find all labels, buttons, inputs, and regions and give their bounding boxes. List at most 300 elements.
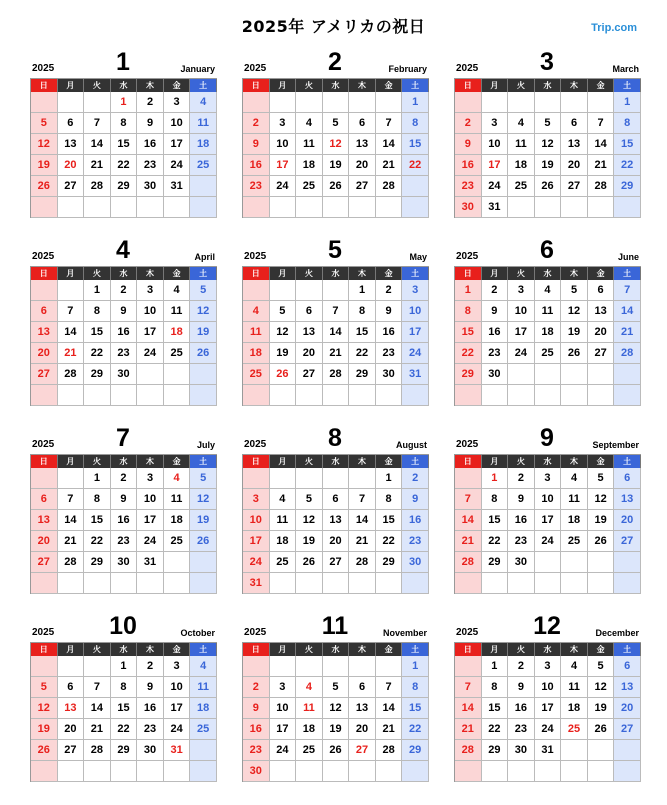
day-cell[interactable]: 23 [137, 155, 164, 176]
day-cell[interactable]: 2 [482, 280, 509, 301]
day-cell[interactable]: 15 [402, 134, 429, 155]
day-cell[interactable]: 5 [535, 113, 562, 134]
day-cell[interactable]: 26 [190, 531, 217, 552]
day-cell[interactable]: 28 [84, 176, 111, 197]
day-cell[interactable]: 14 [614, 301, 641, 322]
day-cell[interactable]: 17 [243, 531, 270, 552]
day-cell[interactable]: 24 [270, 740, 297, 761]
day-cell[interactable]: 10 [402, 301, 429, 322]
day-cell[interactable]: 15 [455, 322, 482, 343]
day-cell[interactable]: 13 [349, 134, 376, 155]
day-cell[interactable]: 23 [111, 343, 138, 364]
day-cell[interactable]: 26 [588, 531, 615, 552]
day-cell[interactable]: 8 [111, 113, 138, 134]
day-cell[interactable]: 30 [137, 740, 164, 761]
day-cell[interactable]: 16 [376, 322, 403, 343]
day-cell[interactable]: 29 [455, 364, 482, 385]
day-cell[interactable]: 16 [455, 155, 482, 176]
day-cell[interactable]: 29 [84, 552, 111, 573]
holiday-cell[interactable]: 22 [402, 155, 429, 176]
day-cell[interactable]: 30 [111, 364, 138, 385]
day-cell[interactable]: 11 [535, 301, 562, 322]
day-cell[interactable]: 19 [588, 698, 615, 719]
day-cell[interactable]: 13 [58, 134, 85, 155]
day-cell[interactable]: 1 [111, 656, 138, 677]
day-cell[interactable]: 6 [588, 280, 615, 301]
day-cell[interactable]: 16 [243, 155, 270, 176]
day-cell[interactable]: 3 [164, 92, 191, 113]
day-cell[interactable]: 21 [58, 531, 85, 552]
day-cell[interactable]: 2 [376, 280, 403, 301]
day-cell[interactable]: 20 [31, 531, 58, 552]
day-cell[interactable]: 22 [614, 155, 641, 176]
day-cell[interactable]: 1 [482, 656, 509, 677]
day-cell[interactable]: 20 [349, 155, 376, 176]
day-cell[interactable]: 29 [614, 176, 641, 197]
day-cell[interactable]: 3 [402, 280, 429, 301]
day-cell[interactable]: 14 [349, 510, 376, 531]
day-cell[interactable]: 20 [296, 343, 323, 364]
day-cell[interactable]: 15 [349, 322, 376, 343]
holiday-cell[interactable]: 17 [482, 155, 509, 176]
day-cell[interactable]: 17 [164, 134, 191, 155]
day-cell[interactable]: 30 [508, 552, 535, 573]
day-cell[interactable]: 6 [614, 468, 641, 489]
day-cell[interactable]: 19 [190, 322, 217, 343]
day-cell[interactable]: 28 [614, 343, 641, 364]
day-cell[interactable]: 17 [535, 510, 562, 531]
day-cell[interactable]: 20 [614, 510, 641, 531]
day-cell[interactable]: 17 [270, 719, 297, 740]
day-cell[interactable]: 27 [614, 719, 641, 740]
day-cell[interactable]: 23 [508, 531, 535, 552]
day-cell[interactable]: 13 [31, 322, 58, 343]
day-cell[interactable]: 31 [164, 176, 191, 197]
day-cell[interactable]: 13 [296, 322, 323, 343]
day-cell[interactable]: 18 [508, 155, 535, 176]
day-cell[interactable]: 25 [164, 531, 191, 552]
day-cell[interactable]: 14 [58, 510, 85, 531]
day-cell[interactable]: 25 [270, 552, 297, 573]
day-cell[interactable]: 17 [508, 322, 535, 343]
holiday-cell[interactable]: 4 [296, 677, 323, 698]
day-cell[interactable]: 15 [84, 510, 111, 531]
day-cell[interactable]: 30 [376, 364, 403, 385]
day-cell[interactable]: 21 [323, 343, 350, 364]
day-cell[interactable]: 28 [455, 552, 482, 573]
day-cell[interactable]: 12 [535, 134, 562, 155]
day-cell[interactable]: 25 [561, 531, 588, 552]
day-cell[interactable]: 12 [323, 698, 350, 719]
day-cell[interactable]: 22 [349, 343, 376, 364]
day-cell[interactable]: 19 [296, 531, 323, 552]
day-cell[interactable]: 29 [482, 552, 509, 573]
day-cell[interactable]: 15 [482, 698, 509, 719]
day-cell[interactable]: 12 [588, 489, 615, 510]
brand-logo[interactable]: Trip.com [591, 22, 637, 34]
day-cell[interactable]: 17 [164, 698, 191, 719]
day-cell[interactable]: 25 [508, 176, 535, 197]
day-cell[interactable]: 31 [535, 740, 562, 761]
day-cell[interactable]: 15 [111, 698, 138, 719]
day-cell[interactable]: 18 [190, 134, 217, 155]
day-cell[interactable]: 25 [190, 719, 217, 740]
day-cell[interactable]: 19 [561, 322, 588, 343]
day-cell[interactable]: 10 [535, 677, 562, 698]
day-cell[interactable]: 2 [137, 656, 164, 677]
day-cell[interactable]: 22 [482, 531, 509, 552]
day-cell[interactable]: 24 [164, 719, 191, 740]
day-cell[interactable]: 28 [58, 552, 85, 573]
day-cell[interactable]: 11 [561, 489, 588, 510]
day-cell[interactable]: 18 [561, 698, 588, 719]
day-cell[interactable]: 27 [58, 740, 85, 761]
day-cell[interactable]: 21 [376, 155, 403, 176]
day-cell[interactable]: 12 [31, 698, 58, 719]
day-cell[interactable]: 24 [270, 176, 297, 197]
day-cell[interactable]: 7 [84, 113, 111, 134]
day-cell[interactable]: 30 [243, 761, 270, 782]
day-cell[interactable]: 10 [270, 134, 297, 155]
day-cell[interactable]: 11 [164, 301, 191, 322]
day-cell[interactable]: 6 [296, 301, 323, 322]
day-cell[interactable]: 27 [296, 364, 323, 385]
day-cell[interactable]: 21 [588, 155, 615, 176]
day-cell[interactable]: 3 [137, 468, 164, 489]
day-cell[interactable]: 5 [190, 280, 217, 301]
holiday-cell[interactable]: 1 [111, 92, 138, 113]
day-cell[interactable]: 26 [31, 176, 58, 197]
day-cell[interactable]: 22 [111, 155, 138, 176]
day-cell[interactable]: 26 [323, 740, 350, 761]
day-cell[interactable]: 2 [455, 113, 482, 134]
day-cell[interactable]: 8 [402, 677, 429, 698]
day-cell[interactable]: 27 [323, 552, 350, 573]
day-cell[interactable]: 3 [270, 113, 297, 134]
day-cell[interactable]: 31 [137, 552, 164, 573]
holiday-cell[interactable]: 1 [482, 468, 509, 489]
day-cell[interactable]: 10 [137, 301, 164, 322]
day-cell[interactable]: 23 [482, 343, 509, 364]
day-cell[interactable]: 24 [164, 155, 191, 176]
day-cell[interactable]: 25 [190, 155, 217, 176]
day-cell[interactable]: 18 [243, 343, 270, 364]
day-cell[interactable]: 18 [296, 719, 323, 740]
day-cell[interactable]: 3 [535, 468, 562, 489]
day-cell[interactable]: 14 [588, 134, 615, 155]
day-cell[interactable]: 21 [84, 719, 111, 740]
day-cell[interactable]: 6 [31, 301, 58, 322]
day-cell[interactable]: 3 [508, 280, 535, 301]
day-cell[interactable]: 20 [323, 531, 350, 552]
day-cell[interactable]: 6 [614, 656, 641, 677]
day-cell[interactable]: 22 [84, 531, 111, 552]
day-cell[interactable]: 2 [508, 656, 535, 677]
day-cell[interactable]: 8 [84, 489, 111, 510]
day-cell[interactable]: 4 [535, 280, 562, 301]
day-cell[interactable]: 27 [31, 364, 58, 385]
day-cell[interactable]: 8 [614, 113, 641, 134]
day-cell[interactable]: 24 [137, 531, 164, 552]
day-cell[interactable]: 5 [31, 113, 58, 134]
day-cell[interactable]: 12 [296, 510, 323, 531]
day-cell[interactable]: 7 [58, 301, 85, 322]
day-cell[interactable]: 22 [482, 719, 509, 740]
day-cell[interactable]: 9 [137, 677, 164, 698]
day-cell[interactable]: 19 [323, 719, 350, 740]
day-cell[interactable]: 16 [137, 698, 164, 719]
day-cell[interactable]: 3 [270, 677, 297, 698]
day-cell[interactable]: 9 [111, 489, 138, 510]
day-cell[interactable]: 28 [376, 740, 403, 761]
day-cell[interactable]: 2 [137, 92, 164, 113]
day-cell[interactable]: 23 [111, 531, 138, 552]
day-cell[interactable]: 2 [243, 677, 270, 698]
day-cell[interactable]: 28 [455, 740, 482, 761]
day-cell[interactable]: 21 [614, 322, 641, 343]
day-cell[interactable]: 24 [508, 343, 535, 364]
day-cell[interactable]: 13 [31, 510, 58, 531]
day-cell[interactable]: 21 [349, 531, 376, 552]
day-cell[interactable]: 31 [243, 573, 270, 594]
day-cell[interactable]: 23 [243, 740, 270, 761]
day-cell[interactable]: 22 [455, 343, 482, 364]
day-cell[interactable]: 19 [270, 343, 297, 364]
day-cell[interactable]: 2 [111, 468, 138, 489]
day-cell[interactable]: 23 [137, 719, 164, 740]
day-cell[interactable]: 7 [588, 113, 615, 134]
day-cell[interactable]: 7 [614, 280, 641, 301]
day-cell[interactable]: 23 [402, 531, 429, 552]
day-cell[interactable]: 7 [376, 677, 403, 698]
day-cell[interactable]: 17 [137, 510, 164, 531]
day-cell[interactable]: 13 [614, 489, 641, 510]
day-cell[interactable]: 22 [111, 719, 138, 740]
day-cell[interactable]: 28 [323, 364, 350, 385]
day-cell[interactable]: 8 [349, 301, 376, 322]
day-cell[interactable]: 16 [111, 322, 138, 343]
day-cell[interactable]: 11 [164, 489, 191, 510]
day-cell[interactable]: 27 [349, 176, 376, 197]
day-cell[interactable]: 28 [588, 176, 615, 197]
day-cell[interactable]: 15 [111, 134, 138, 155]
day-cell[interactable]: 7 [349, 489, 376, 510]
day-cell[interactable]: 26 [190, 343, 217, 364]
day-cell[interactable]: 16 [111, 510, 138, 531]
day-cell[interactable]: 9 [508, 677, 535, 698]
day-cell[interactable]: 15 [84, 322, 111, 343]
day-cell[interactable]: 26 [323, 176, 350, 197]
day-cell[interactable]: 24 [482, 176, 509, 197]
day-cell[interactable]: 10 [270, 698, 297, 719]
day-cell[interactable]: 26 [535, 176, 562, 197]
day-cell[interactable]: 12 [588, 677, 615, 698]
day-cell[interactable]: 25 [296, 740, 323, 761]
day-cell[interactable]: 7 [455, 677, 482, 698]
day-cell[interactable]: 2 [402, 468, 429, 489]
day-cell[interactable]: 6 [349, 677, 376, 698]
day-cell[interactable]: 17 [137, 322, 164, 343]
day-cell[interactable]: 12 [270, 322, 297, 343]
day-cell[interactable]: 29 [349, 364, 376, 385]
day-cell[interactable]: 16 [243, 719, 270, 740]
day-cell[interactable]: 29 [482, 740, 509, 761]
day-cell[interactable]: 18 [561, 510, 588, 531]
day-cell[interactable]: 7 [376, 113, 403, 134]
day-cell[interactable]: 11 [561, 677, 588, 698]
day-cell[interactable]: 14 [58, 322, 85, 343]
day-cell[interactable]: 30 [111, 552, 138, 573]
day-cell[interactable]: 8 [111, 677, 138, 698]
day-cell[interactable]: 19 [535, 155, 562, 176]
day-cell[interactable]: 4 [561, 468, 588, 489]
day-cell[interactable]: 20 [349, 719, 376, 740]
day-cell[interactable]: 30 [137, 176, 164, 197]
day-cell[interactable]: 15 [482, 510, 509, 531]
day-cell[interactable]: 4 [296, 113, 323, 134]
day-cell[interactable]: 16 [137, 134, 164, 155]
day-cell[interactable]: 10 [243, 510, 270, 531]
day-cell[interactable]: 1 [614, 92, 641, 113]
day-cell[interactable]: 29 [111, 740, 138, 761]
day-cell[interactable]: 19 [588, 510, 615, 531]
day-cell[interactable]: 6 [31, 489, 58, 510]
day-cell[interactable]: 8 [84, 301, 111, 322]
day-cell[interactable]: 10 [164, 677, 191, 698]
day-cell[interactable]: 5 [588, 656, 615, 677]
day-cell[interactable]: 14 [455, 510, 482, 531]
day-cell[interactable]: 12 [190, 489, 217, 510]
day-cell[interactable]: 19 [31, 719, 58, 740]
day-cell[interactable]: 12 [561, 301, 588, 322]
day-cell[interactable]: 21 [455, 719, 482, 740]
day-cell[interactable]: 14 [376, 134, 403, 155]
day-cell[interactable]: 10 [482, 134, 509, 155]
day-cell[interactable]: 15 [402, 698, 429, 719]
day-cell[interactable]: 5 [296, 489, 323, 510]
day-cell[interactable]: 21 [376, 719, 403, 740]
day-cell[interactable]: 1 [84, 468, 111, 489]
day-cell[interactable]: 15 [614, 134, 641, 155]
day-cell[interactable]: 30 [482, 364, 509, 385]
day-cell[interactable]: 5 [270, 301, 297, 322]
day-cell[interactable]: 24 [402, 343, 429, 364]
day-cell[interactable]: 11 [190, 677, 217, 698]
holiday-cell[interactable]: 4 [164, 468, 191, 489]
day-cell[interactable]: 4 [270, 489, 297, 510]
day-cell[interactable]: 8 [376, 489, 403, 510]
holiday-cell[interactable]: 21 [58, 343, 85, 364]
day-cell[interactable]: 5 [190, 468, 217, 489]
day-cell[interactable]: 6 [323, 489, 350, 510]
day-cell[interactable]: 4 [190, 656, 217, 677]
day-cell[interactable]: 23 [508, 719, 535, 740]
day-cell[interactable]: 6 [561, 113, 588, 134]
day-cell[interactable]: 6 [58, 113, 85, 134]
day-cell[interactable]: 16 [508, 698, 535, 719]
day-cell[interactable]: 13 [323, 510, 350, 531]
day-cell[interactable]: 21 [455, 531, 482, 552]
holiday-cell[interactable]: 20 [58, 155, 85, 176]
day-cell[interactable]: 28 [58, 364, 85, 385]
day-cell[interactable]: 26 [561, 343, 588, 364]
holiday-cell[interactable]: 31 [164, 740, 191, 761]
day-cell[interactable]: 10 [164, 113, 191, 134]
day-cell[interactable]: 13 [561, 134, 588, 155]
day-cell[interactable]: 22 [376, 531, 403, 552]
day-cell[interactable]: 9 [243, 698, 270, 719]
day-cell[interactable]: 4 [561, 656, 588, 677]
day-cell[interactable]: 29 [111, 176, 138, 197]
day-cell[interactable]: 31 [402, 364, 429, 385]
day-cell[interactable]: 20 [588, 322, 615, 343]
holiday-cell[interactable]: 25 [561, 719, 588, 740]
day-cell[interactable]: 24 [535, 719, 562, 740]
day-cell[interactable]: 20 [58, 719, 85, 740]
day-cell[interactable]: 17 [535, 698, 562, 719]
day-cell[interactable]: 25 [535, 343, 562, 364]
day-cell[interactable]: 19 [323, 155, 350, 176]
day-cell[interactable]: 3 [535, 656, 562, 677]
day-cell[interactable]: 20 [561, 155, 588, 176]
day-cell[interactable]: 23 [243, 176, 270, 197]
day-cell[interactable]: 10 [508, 301, 535, 322]
day-cell[interactable]: 6 [58, 677, 85, 698]
day-cell[interactable]: 29 [402, 740, 429, 761]
day-cell[interactable]: 25 [243, 364, 270, 385]
day-cell[interactable]: 4 [164, 280, 191, 301]
day-cell[interactable]: 4 [190, 92, 217, 113]
day-cell[interactable]: 26 [31, 740, 58, 761]
day-cell[interactable]: 27 [614, 531, 641, 552]
day-cell[interactable]: 29 [84, 364, 111, 385]
day-cell[interactable]: 7 [323, 301, 350, 322]
day-cell[interactable]: 11 [190, 113, 217, 134]
day-cell[interactable]: 3 [164, 656, 191, 677]
day-cell[interactable]: 27 [588, 343, 615, 364]
day-cell[interactable]: 28 [349, 552, 376, 573]
day-cell[interactable]: 2 [508, 468, 535, 489]
day-cell[interactable]: 18 [164, 510, 191, 531]
day-cell[interactable]: 16 [508, 510, 535, 531]
day-cell[interactable]: 19 [190, 510, 217, 531]
day-cell[interactable]: 1 [376, 468, 403, 489]
day-cell[interactable]: 24 [243, 552, 270, 573]
day-cell[interactable]: 13 [349, 698, 376, 719]
day-cell[interactable]: 9 [137, 113, 164, 134]
day-cell[interactable]: 24 [535, 531, 562, 552]
day-cell[interactable]: 2 [111, 280, 138, 301]
day-cell[interactable]: 20 [31, 343, 58, 364]
day-cell[interactable]: 30 [455, 197, 482, 218]
day-cell[interactable]: 30 [402, 552, 429, 573]
day-cell[interactable]: 25 [164, 343, 191, 364]
day-cell[interactable]: 7 [58, 489, 85, 510]
day-cell[interactable]: 9 [243, 134, 270, 155]
day-cell[interactable]: 9 [455, 134, 482, 155]
day-cell[interactable]: 1 [455, 280, 482, 301]
day-cell[interactable]: 5 [31, 677, 58, 698]
day-cell[interactable]: 12 [31, 134, 58, 155]
day-cell[interactable]: 8 [482, 489, 509, 510]
day-cell[interactable]: 24 [137, 343, 164, 364]
day-cell[interactable]: 17 [402, 322, 429, 343]
day-cell[interactable]: 15 [376, 510, 403, 531]
day-cell[interactable]: 1 [349, 280, 376, 301]
day-cell[interactable]: 4 [243, 301, 270, 322]
day-cell[interactable]: 1 [402, 656, 429, 677]
day-cell[interactable]: 25 [296, 176, 323, 197]
